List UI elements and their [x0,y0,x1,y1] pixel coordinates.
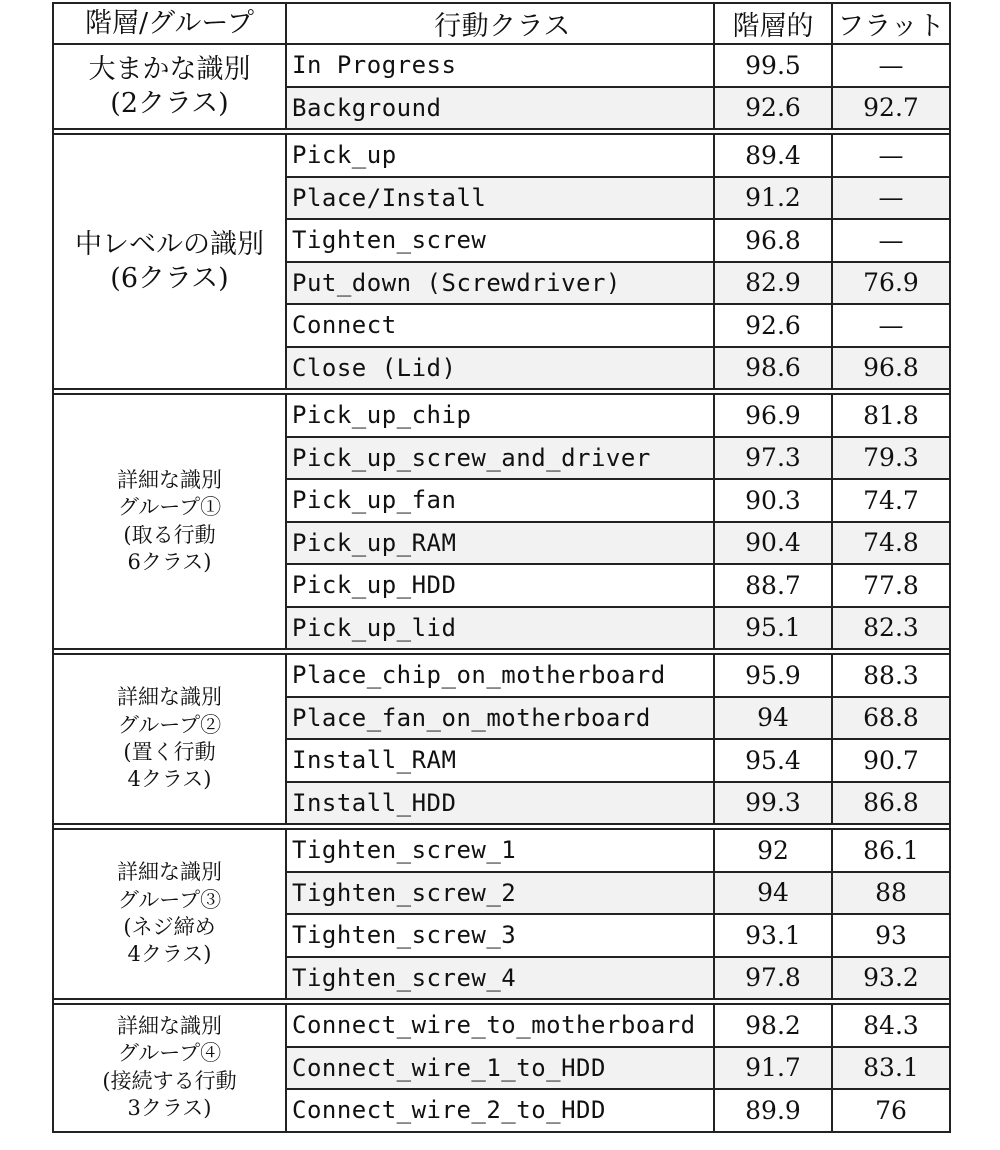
group-label-line: 3クラス) [127,1096,212,1121]
flat-score-cell: — [832,44,950,87]
flat-score-cell: 79.3 [832,437,950,480]
table-body [53,44,950,1132]
hierarchical-score-cell: 92.6 [714,87,832,130]
action-class-cell: Pick_up_RAM [286,522,714,565]
action-class-cell: Put_down (Screwdriver) [286,262,714,305]
flat-score-cell: 88 [832,872,950,915]
hierarchical-score-cell: 90.3 [714,479,832,522]
hierarchical-score-cell: 95.9 [714,654,832,697]
table-row [53,134,950,177]
action-class-cell: Pick_up_HDD [286,564,714,607]
flat-score-cell: 74.7 [832,479,950,522]
group-label-line: 詳細な識別 [117,467,222,492]
hierarchical-score-cell: 98.6 [714,347,832,390]
flat-score-cell: 86.8 [832,782,950,825]
action-class-cell: Place_fan_on_motherboard [286,697,714,740]
hierarchical-score-cell: 94 [714,697,832,740]
action-class-cell: In Progress [286,44,714,87]
header-flat: フラット [832,3,950,44]
flat-score-cell: — [832,219,950,262]
results-table [52,2,951,1133]
action-class-cell: Place/Install [286,177,714,220]
group-label-line: 詳細な識別 [117,685,222,710]
hierarchical-score-cell: 92.6 [714,304,832,347]
header-row [53,3,950,44]
hierarchical-score-cell: 91.2 [714,177,832,220]
action-class-cell: Tighten_screw_3 [286,914,714,957]
table-row [53,44,950,87]
hierarchical-score-cell: 95.1 [714,607,832,650]
header-hierarchical: 階層的 [714,3,832,44]
action-class-cell: Connect_wire_1_to_HDD [286,1047,714,1090]
group-label-line: 4クラス) [127,767,212,792]
flat-score-cell: 76.9 [832,262,950,305]
hierarchical-score-cell: 88.7 [714,564,832,607]
hierarchical-score-cell: 99.3 [714,782,832,825]
hierarchical-score-cell: 92 [714,829,832,872]
flat-score-cell: 74.8 [832,522,950,565]
action-class-cell: Pick_up_lid [286,607,714,650]
hierarchical-score-cell: 96.8 [714,219,832,262]
flat-score-cell: 84.3 [832,1004,950,1047]
action-class-cell: Tighten_screw_1 [286,829,714,872]
header-action: 行動クラス [286,3,714,44]
action-class-cell: Pick_up_screw_and_driver [286,437,714,480]
hierarchical-score-cell: 89.4 [714,134,832,177]
group-label [53,1004,286,1132]
hierarchical-score-cell: 98.2 [714,1004,832,1047]
table-row [53,654,950,697]
hierarchical-score-cell: 89.9 [714,1089,832,1132]
flat-score-cell: 93.2 [832,957,950,1000]
flat-score-cell: 68.8 [832,697,950,740]
group-label-line: 詳細な識別 [117,1014,222,1039]
flat-score-cell: 93 [832,914,950,957]
table-row [53,394,950,437]
flat-score-cell: — [832,134,950,177]
action-class-cell: Background [286,87,714,130]
action-class-cell: Pick_up [286,134,714,177]
hierarchical-score-cell: 96.9 [714,394,832,437]
table-row [53,1004,950,1047]
group-label-line: グループ③ [117,887,222,912]
hierarchical-score-cell: 97.3 [714,437,832,480]
flat-score-cell: 77.8 [832,564,950,607]
action-class-cell: Install_RAM [286,739,714,782]
flat-score-cell: 83.1 [832,1047,950,1090]
hierarchical-score-cell: 82.9 [714,262,832,305]
action-class-cell: Tighten_screw_4 [286,957,714,1000]
group-label-line: グループ④ [117,1041,222,1066]
group-label [53,654,286,824]
action-class-cell: Install_HDD [286,782,714,825]
action-class-cell: Connect_wire_to_motherboard [286,1004,714,1047]
flat-score-cell: 76 [832,1089,950,1132]
group-label-line: (接続する行動 [102,1068,237,1093]
action-class-cell: Pick_up_chip [286,394,714,437]
group-label [53,394,286,649]
flat-score-cell: 88.3 [832,654,950,697]
group-label-line: (置く行動 [123,740,216,764]
flat-score-cell: — [832,177,950,220]
group-label [53,829,286,999]
flat-score-cell: 86.1 [832,829,950,872]
hierarchical-score-cell: 93.1 [714,914,832,957]
table-row [53,829,950,872]
group-label-line: グループ① [117,495,222,520]
flat-score-cell: 92.7 [832,87,950,130]
group-label-line: 詳細な識別 [117,860,222,885]
action-class-cell: Tighten_screw_2 [286,872,714,915]
group-label-line: 中レベルの識別 [75,228,264,260]
group-label [53,134,286,389]
action-class-cell: Pick_up_fan [286,479,714,522]
hierarchical-score-cell: 99.5 [714,44,832,87]
flat-score-cell: 82.3 [832,607,950,650]
hierarchical-score-cell: 95.4 [714,739,832,782]
hierarchical-score-cell: 91.7 [714,1047,832,1090]
group-label-line: (ネジ締め [123,915,216,939]
group-label [53,44,286,129]
group-label-line: 4クラス) [127,942,212,967]
group-label-line: (2クラス) [110,87,229,119]
hierarchical-score-cell: 90.4 [714,522,832,565]
group-label-line: グループ② [117,712,222,737]
flat-score-cell: 81.8 [832,394,950,437]
action-class-cell: Connect [286,304,714,347]
hierarchical-score-cell: 94 [714,872,832,915]
group-label-line: (取る行動 [123,522,216,547]
action-class-cell: Tighten_screw [286,219,714,262]
action-class-cell: Place_chip_on_motherboard [286,654,714,697]
flat-score-cell: — [832,304,950,347]
flat-score-cell: 90.7 [832,739,950,782]
action-class-cell: Connect_wire_2_to_HDD [286,1089,714,1132]
flat-score-cell: 96.8 [832,347,950,390]
header-group: 階層/グループ [53,3,286,44]
group-label-line: 6クラス) [127,549,212,574]
group-label-line: 大まかな識別 [88,53,251,85]
action-class-cell: Close (Lid) [286,347,714,390]
hierarchical-score-cell: 97.8 [714,957,832,1000]
group-label-line: (6クラス) [110,262,229,294]
